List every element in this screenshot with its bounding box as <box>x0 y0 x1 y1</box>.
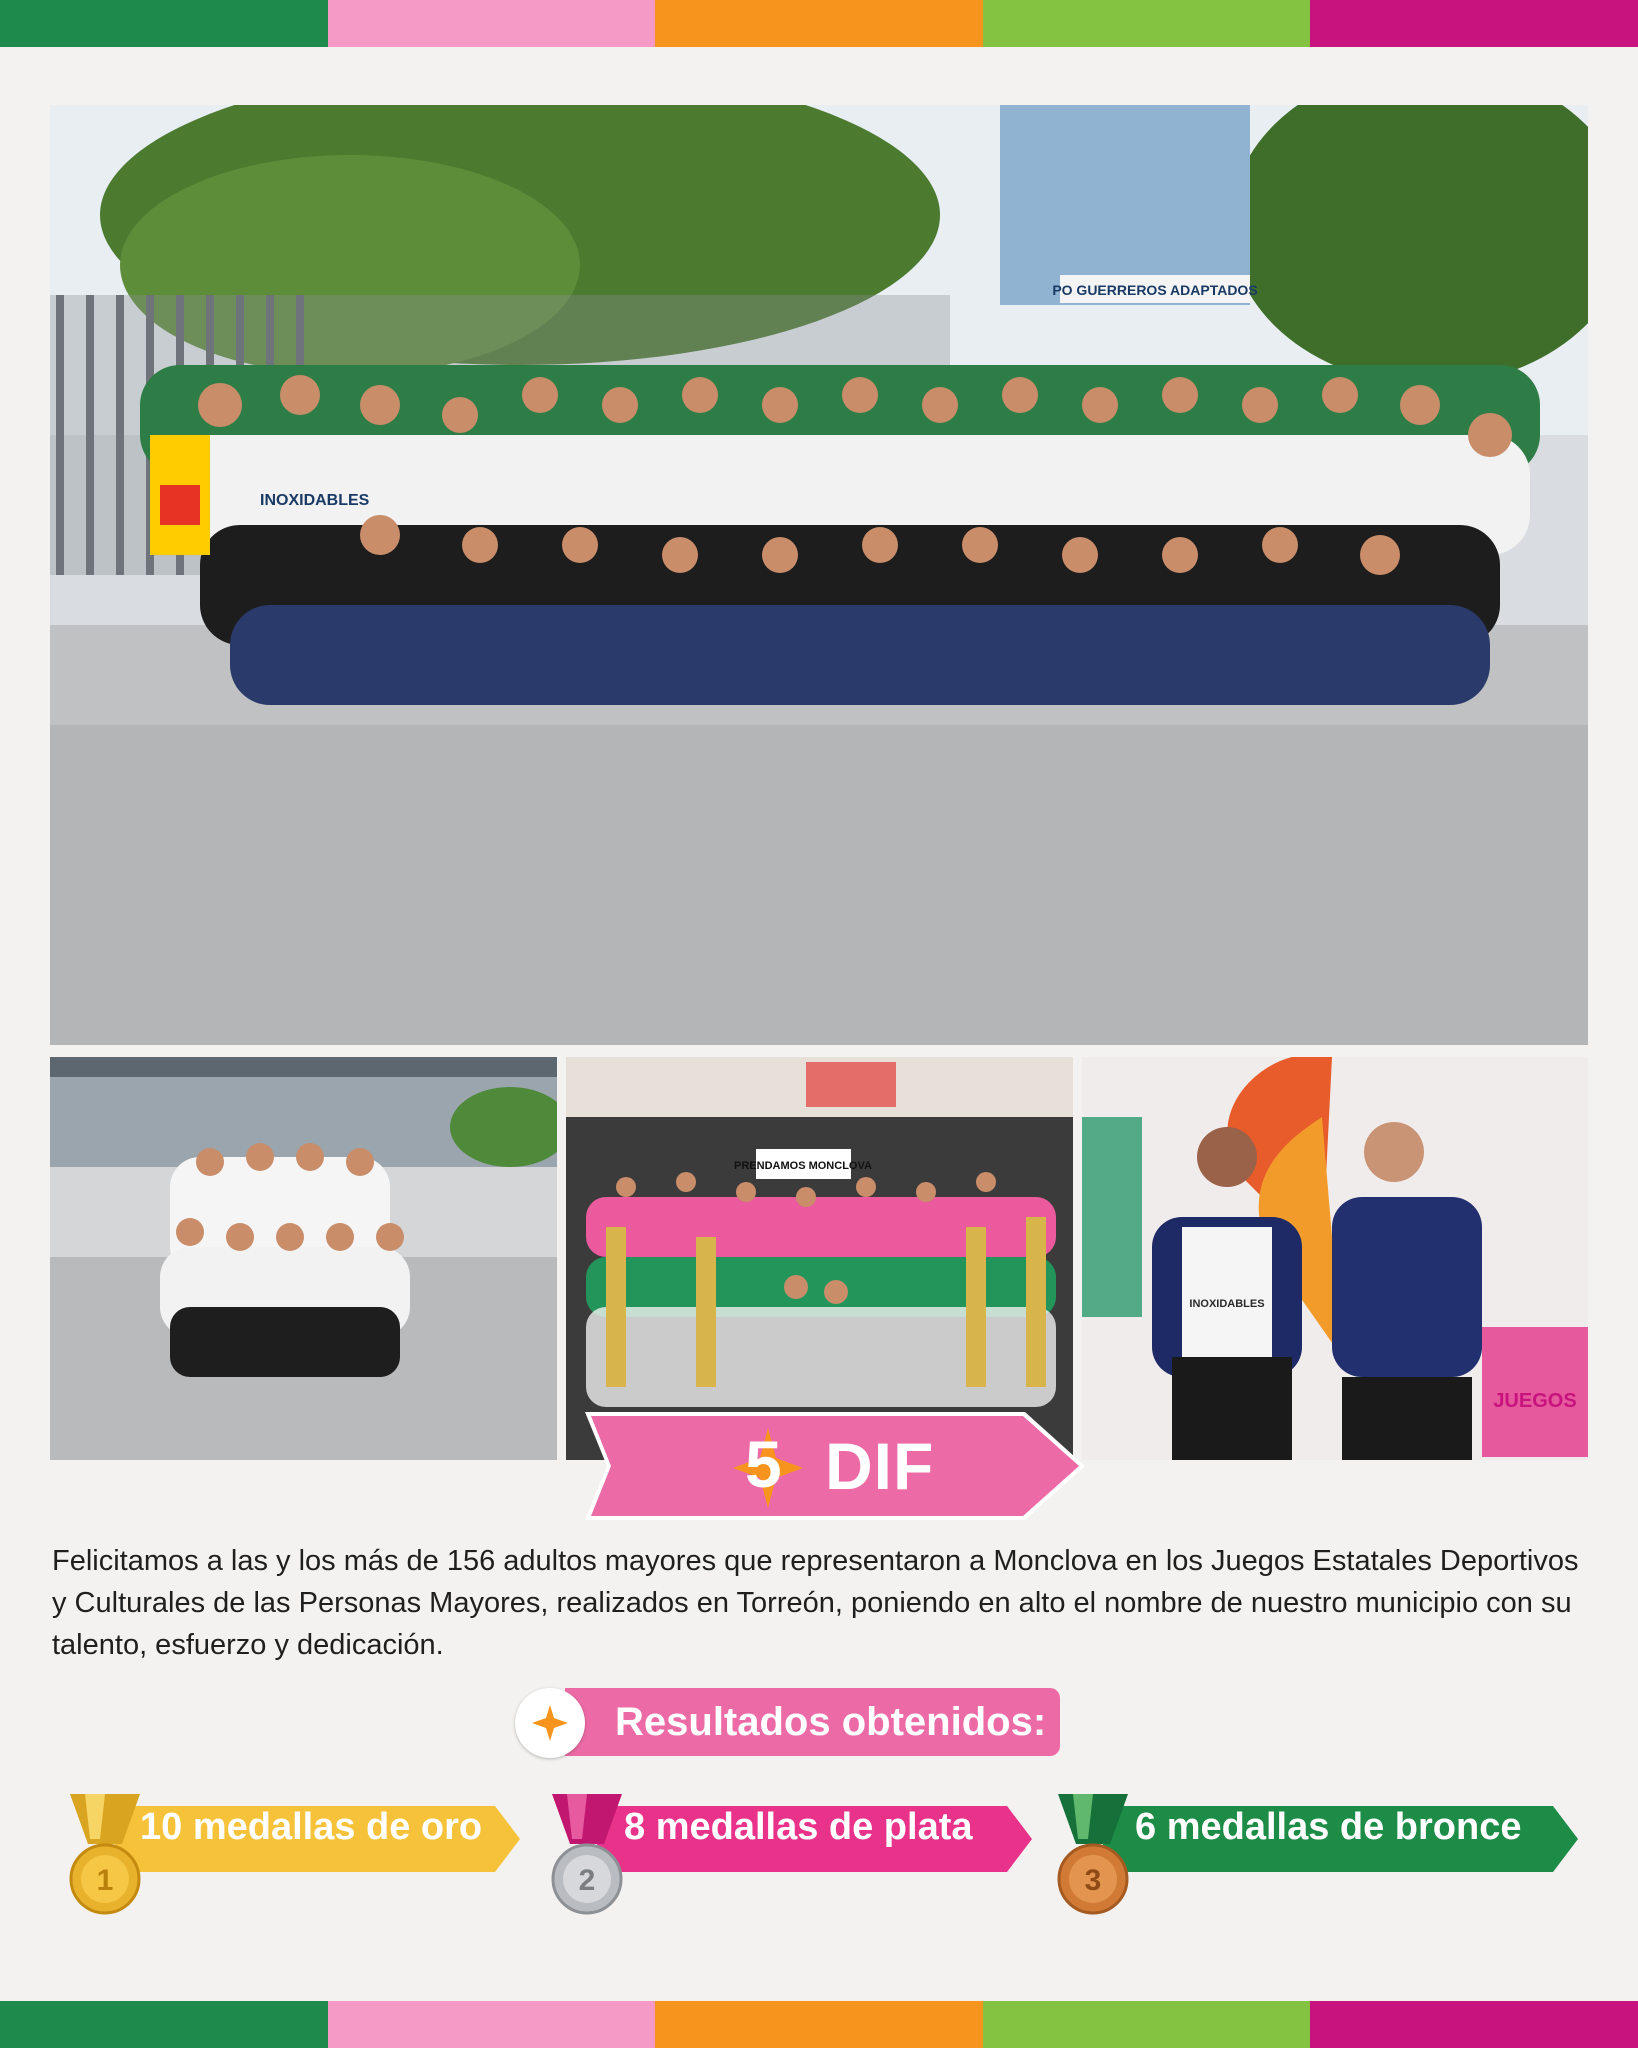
winner-jersey-text: INOXIDABLES <box>1189 1298 1265 1310</box>
silver-medal-result <box>542 1794 1032 1924</box>
gold-medal-icon <box>60 1794 150 1924</box>
main-group-photo <box>50 105 1588 1045</box>
bottom-color-stripes <box>0 2001 1638 2048</box>
banner-number: 5 <box>745 1427 782 1501</box>
top-color-stripes <box>0 0 1638 47</box>
sign-text: PO GUERREROS ADAPTADOS <box>1052 282 1258 298</box>
stripe-lime <box>983 0 1311 47</box>
gold-medal-label: 10 medallas de oro <box>140 1806 483 1848</box>
stripe-lime <box>983 2001 1311 2048</box>
stripe-pink <box>328 0 656 47</box>
stripe-green <box>0 2001 328 2048</box>
gold-place-number: 1 <box>96 1864 114 1897</box>
jersey-text: INOXIDABLES <box>260 492 370 509</box>
results-title: Resultados obtenidos: <box>615 1700 1047 1744</box>
silver-place-number: 2 <box>578 1864 596 1897</box>
medal-winners-photo <box>1082 1057 1588 1460</box>
event-sign-text: JUEGOS <box>1493 1390 1577 1412</box>
silver-medal-icon <box>542 1794 632 1924</box>
results-heading <box>515 1688 1060 1758</box>
star-icon <box>532 1705 568 1741</box>
stripe-orange <box>655 0 983 47</box>
bronze-place-number: 3 <box>1084 1864 1102 1897</box>
stripe-pink <box>328 2001 656 2048</box>
results-icon-circle <box>515 1688 585 1758</box>
stripe-magenta <box>1310 2001 1638 2048</box>
gold-medal-result <box>60 1794 520 1924</box>
results-pill <box>565 1688 1060 1756</box>
gym-sign-text: PRENDAMOS MONCLOVA <box>734 1160 872 1172</box>
volleyball-team-photo <box>50 1057 557 1460</box>
bronze-medal-label: 6 medallas de bronce <box>1135 1806 1522 1848</box>
silver-medal-label: 8 medallas de plata <box>624 1806 973 1848</box>
bronze-medal-result <box>1048 1794 1578 1924</box>
gym-crowd-photo <box>566 1057 1073 1460</box>
stripe-magenta <box>1310 0 1638 47</box>
stripe-green <box>0 0 328 47</box>
banner-label: DIF <box>825 1429 935 1503</box>
stripe-orange <box>655 2001 983 2048</box>
body-paragraph: Felicitamos a las y los más de 156 adultos mayores que representaron a Monclova en los Juegos Estatales Deportivos y Culturales de las Personas Mayores, realizados en Torreón, poniendo en alto el nombre de nuestro municipio con su talento, esfuerzo y dedicación. <box>52 1545 1579 1661</box>
dif-banner <box>585 1412 1085 1520</box>
bronze-medal-icon <box>1048 1794 1138 1924</box>
